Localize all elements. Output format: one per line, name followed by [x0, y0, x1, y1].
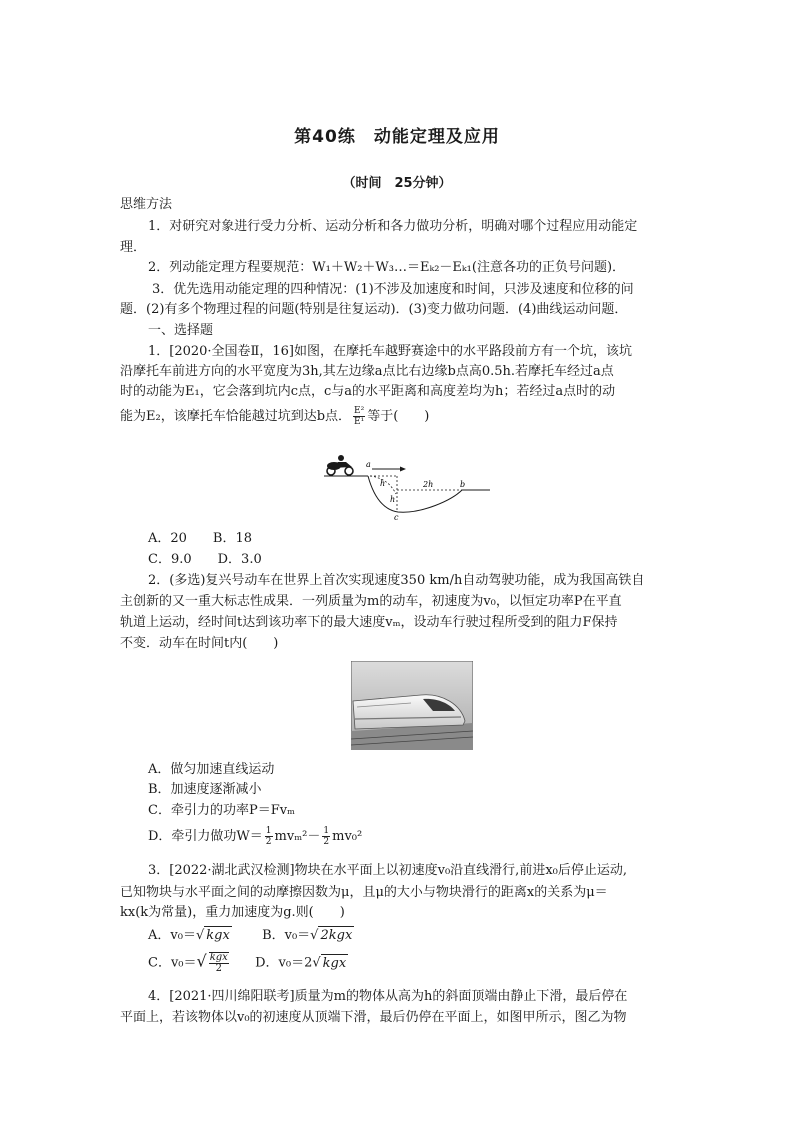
q3-option-d-text: D．v₀＝2	[255, 955, 313, 971]
page-title: 第40练 动能定理及应用	[294, 127, 500, 147]
half-fraction-1	[265, 826, 273, 847]
q3-option-c-text: C．v₀＝	[148, 955, 197, 971]
method-heading: 思维方法	[120, 197, 173, 212]
q1-options-row-2: C．9.0 D．3.0	[148, 552, 262, 567]
half-denominator-1: 2	[265, 837, 272, 847]
q2-option-b: B．加速度逐渐减小	[148, 782, 262, 797]
q3-line-2: 已知物块与水平面之间的动摩擦因数为μ，且μ的大小与物块滑行的距离x的关系为μ＝	[120, 885, 608, 900]
high-speed-train-icon	[353, 695, 465, 729]
radical-icon: √	[196, 951, 207, 971]
q3-option-c-denominator: 2	[215, 963, 222, 974]
q2-option-d	[148, 826, 362, 847]
q2-line-3: 轨道上运动，经时间t达到该功率下的最大速度vₘ，设动车行驶过程所受到的阻力F保持	[120, 615, 618, 630]
q3-option-c-fraction	[209, 952, 229, 974]
q3-option-b-text: B．v₀＝	[262, 928, 311, 943]
label-2h: 2h	[423, 480, 434, 489]
half-numerator-2: 1	[323, 826, 330, 836]
q3-option-c-numerator: kgx	[209, 952, 228, 963]
q1-line-3: 时的动能为E₁，它会落到坑内c点，c与a的水平距离和高度差均为h；若经过a点时的动	[120, 384, 616, 399]
q3-line-1: 3．[2022·湖北武汉检测]物块在水平面上以初速度v₀沿直线滑行,前进x₀后停止运动,	[148, 863, 627, 878]
q2-line-1: 2．(多选)复兴号动车在世界上首次实现速度350 km/h自动驾驶功能，成为我国高铁自	[148, 573, 645, 588]
label-b: b	[460, 480, 466, 489]
q1-line-1: 1．[2020·全国卷Ⅱ，16]如图，在摩托车越野赛途中的水平路段前方有一个坑，该坑	[148, 344, 633, 359]
q1-options-row-1: A．20 B．18	[148, 531, 253, 546]
q3-options-row-1	[148, 926, 354, 945]
q2-option-c: C．牵引力的功率P＝Fvₘ	[148, 803, 296, 818]
method-point-1-line-1: 1．对研究对象进行受力分析、运动分析和各力做功分析，明确对哪个过程应用动能定	[148, 219, 638, 234]
q4-line-1: 4．[2021·四川绵阳联考]质量为m的物体从高为h的斜面顶端由静止下滑，最后停在	[148, 989, 628, 1004]
q1-line-4	[120, 406, 429, 427]
pit-diagram	[322, 450, 497, 522]
fraction-numerator: E²	[354, 406, 365, 416]
q1-line-2: 沿摩托车前进方向的水平宽度为3h,其左边缘a点比右边缘b点高0.5h.若摩托车经过a点	[120, 364, 614, 379]
radical-icon: √	[310, 928, 319, 943]
label-c: c	[394, 513, 399, 522]
fraction-denominator: E¹	[354, 417, 365, 427]
method-point-2: 2．列动能定理方程要规范：W₁＋W₂＋W₃…＝Eₖ₂－Eₖ₁(注意各功的正负号问题)．	[148, 260, 626, 275]
q3-line-3: kx(k为常量)，重力加速度为g.则( )	[120, 905, 345, 920]
q2-option-d-mid: mvₘ²－	[274, 829, 321, 844]
q3-option-a-text: A．v₀＝	[148, 928, 196, 943]
q2-line-2: 主创新的又一重大标志性成果．一列质量为m的动车，初速度为v₀，以恒定功率P在平直	[120, 594, 622, 609]
q3-option-a-radicand: kgx	[206, 928, 230, 943]
q2-option-a: A．做匀加速直线运动	[148, 762, 275, 777]
q3-options-row-2	[148, 952, 348, 974]
q2-line-4: 不变．动车在时间t内( )	[120, 636, 279, 651]
label-h-lower: h	[390, 495, 396, 504]
q2-option-d-text: D．牵引力做功W＝	[148, 829, 263, 844]
half-fraction-2	[322, 826, 330, 847]
train-photo	[351, 661, 473, 750]
method-point-3-line-1: 3．优先选用动能定理的四种情况：(1)不涉及加速度和时间，只涉及速度和位移的问	[152, 282, 634, 297]
radical-icon: √	[195, 928, 205, 943]
q3-option-b-radicand: 2kgx	[320, 928, 353, 943]
q1-line-4-text: 能为E₂，该摩托车恰能越过坑到达b点．	[120, 409, 352, 424]
half-denominator-2: 2	[323, 837, 330, 847]
label-a: a	[366, 460, 371, 469]
label-h-upper: h	[380, 479, 386, 488]
q3-option-d-radicand: kgx	[322, 955, 347, 971]
section-heading: 一、选择题	[148, 323, 214, 338]
q1-line-4-end: 等于( )	[367, 409, 430, 424]
energy-ratio-fraction	[353, 406, 365, 427]
time-limit: （时间 25分钟）	[342, 176, 452, 191]
q2-option-d-end: mv₀²	[332, 829, 363, 844]
method-point-3-line-2: 题．(2)有多个物理过程的问题(特别是往复运动)．(3)变力做功问题．(4)曲线运动问题．	[120, 302, 628, 317]
motorcycle-icon	[327, 455, 353, 475]
method-point-1-line-2: 理．	[120, 240, 147, 255]
radical-icon: √	[312, 955, 321, 971]
q4-line-2: 平面上，若该物体以v₀的初速度从顶端下滑，最后仍停在平面上，如图甲所示，图乙为物	[120, 1010, 627, 1025]
half-numerator-1: 1	[265, 826, 272, 836]
